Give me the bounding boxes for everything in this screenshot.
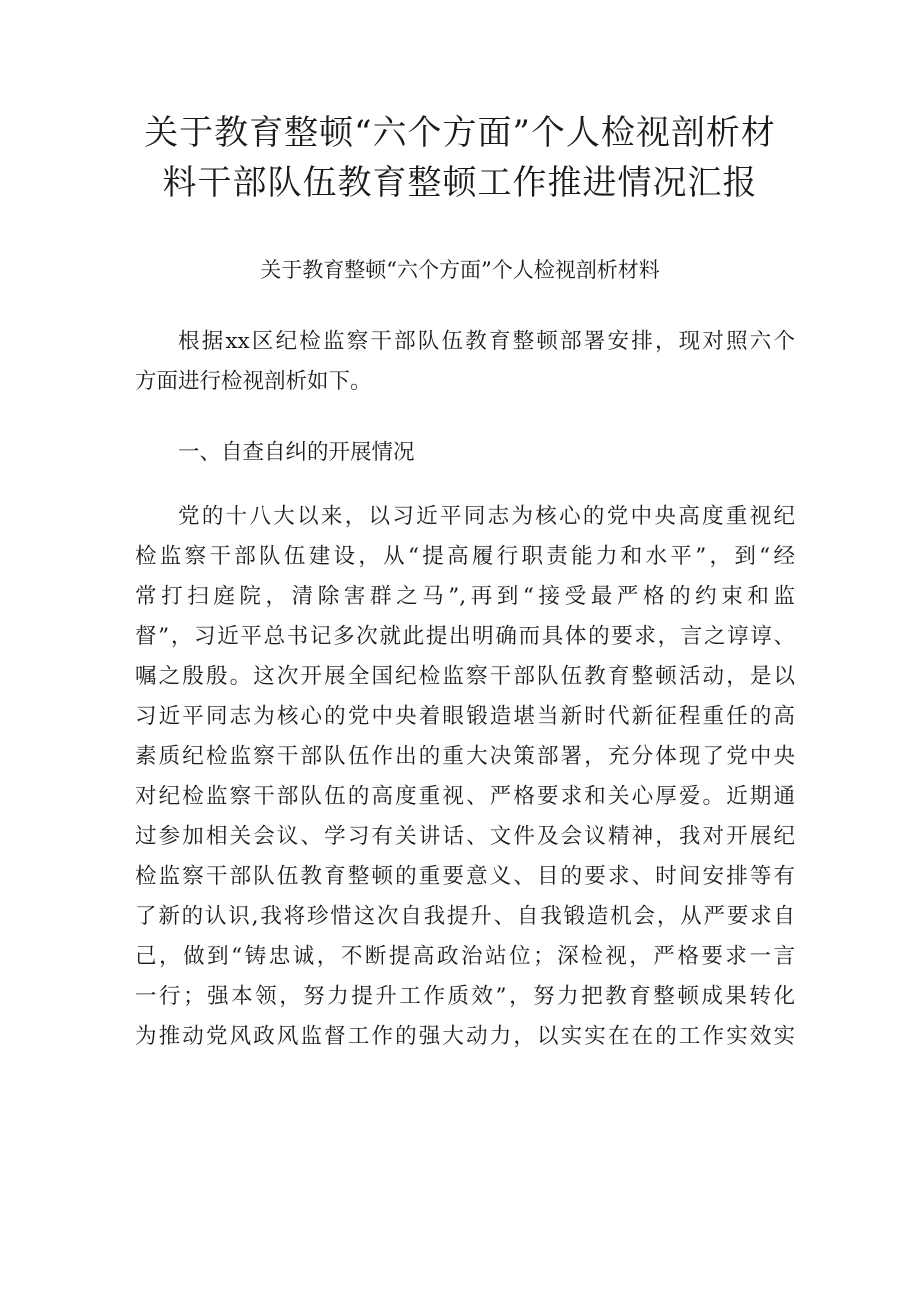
body-line-12: 己，做到“铸忠诚，不断提高政治站位；深检视，严格要求一言 [135,944,795,969]
body-line-7: 素质纪检监察干部队伍作出的重大决策部署，充分体现了党中央 [135,744,795,769]
body-line-5: 嘱之殷殷。这次开展全国纪检监察干部队伍教育整顿活动，是以 [135,664,795,689]
body-line-13: 一行；强本领，努力提升工作质效”，努力把教育整顿成果转化 [135,984,795,1009]
body-line-8: 对纪检监察干部队伍的高度重视、严格要求和关心厚爱。近期通 [135,784,795,809]
body-line-2: 检监察干部队伍建设，从“提高履行职责能力和水平”，到“经 [135,544,795,569]
body-line-10: 检监察干部队伍教育整顿的重要意义、目的要求、时间安排等有 [135,864,795,889]
body-paragraph [135,497,795,1057]
section-heading: 一、自查自纠的开展情况 [178,440,415,465]
body-line-3: 常打扫庭院，清除害群之马”,再到“接受最严格的约束和监 [135,584,795,609]
body-line-4: 督”，习近平总书记多次就此提出明确而具体的要求，言之谆谆、 [135,624,795,649]
body-line-9: 过参加相关会议、学习有关讲话、文件及会议精神，我对开展纪 [135,824,795,849]
body-line-11: 了新的认识,我将珍惜这次自我提升、自我锻造机会，从严要求自 [135,904,795,929]
document-title [120,108,800,208]
intro-paragraph [135,322,795,402]
title-line-1: 关于教育整顿“六个方面”个人检视剖析材 [144,113,776,153]
intro-line-1: 根据xx区纪检监察干部队伍教育整顿部署安排，现对照六个 [178,329,795,354]
body-line-14: 为推动党风政风监督工作的强大动力，以实实在在的工作实效实 [135,1024,795,1049]
body-line-1: 党的十八大以来，以习近平同志为核心的党中央高度重视纪 [178,504,795,529]
intro-line-2: 方面进行检视剖析如下。 [135,369,372,394]
document-subtitle: 关于教育整顿“六个方面”个人检视剖析材料 [260,258,660,282]
body-line-6: 习近平同志为核心的党中央着眼锻造堪当新时代新征程重任的高 [135,704,795,729]
title-line-2: 料干部队伍教育整顿工作推进情况汇报 [162,163,758,203]
